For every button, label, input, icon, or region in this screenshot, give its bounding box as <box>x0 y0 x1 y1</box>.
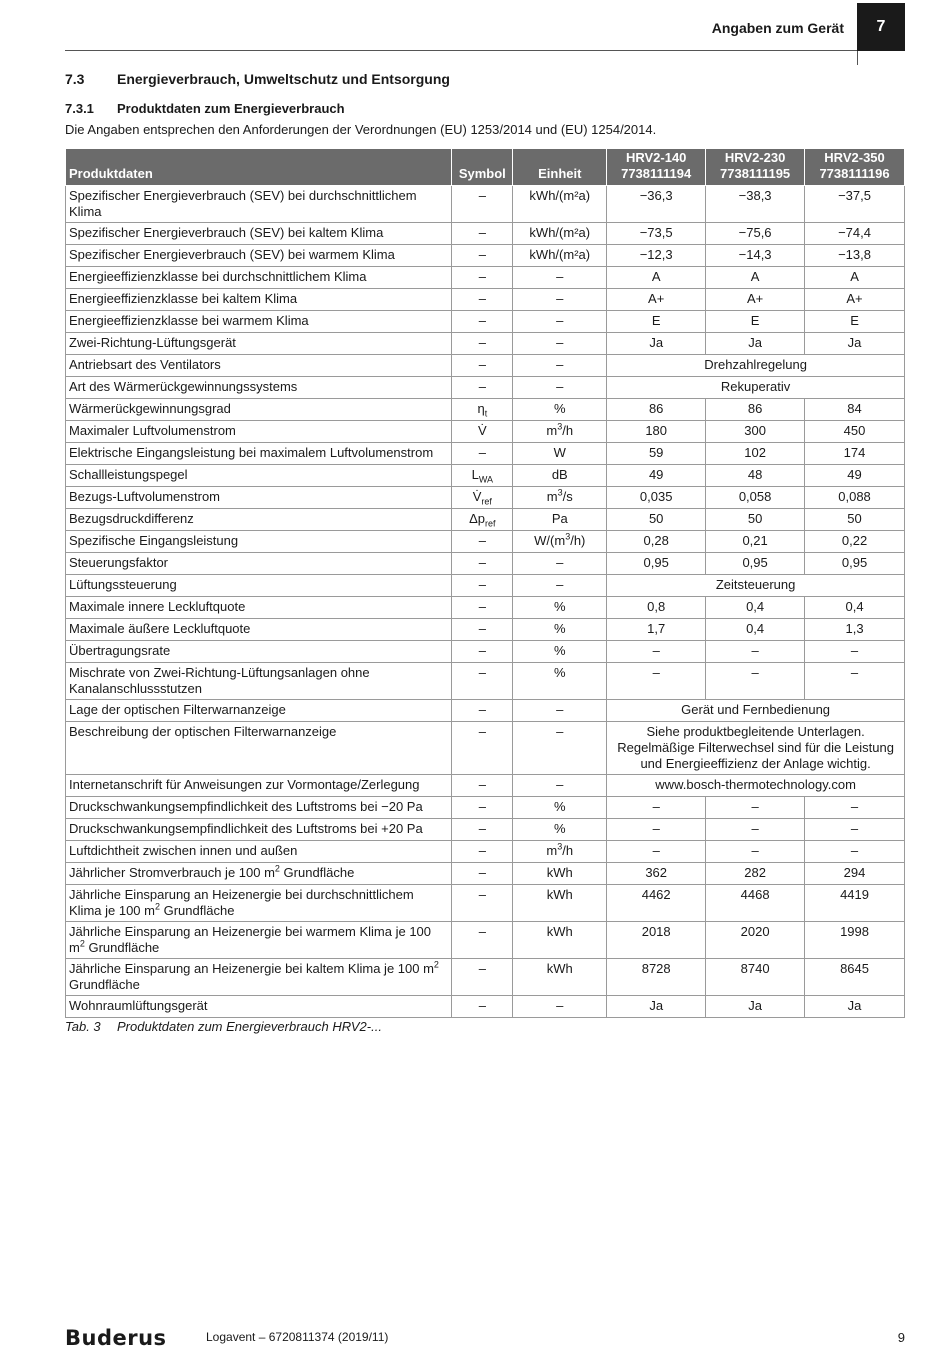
row-unit: kWh/(m²a) <box>513 245 607 267</box>
row-unit: kWh <box>513 959 607 996</box>
row-unit: % <box>513 819 607 841</box>
row-label: Druckschwankungsempfindlichkeit des Luftstroms bei −20 Pa <box>66 797 452 819</box>
row-unit-main: m <box>546 843 558 858</box>
subsection-heading <box>65 101 345 116</box>
row-symbol: – <box>452 641 513 663</box>
row-symbol-sub: ref <box>481 496 492 507</box>
row-value-model-3: 49 <box>805 465 905 487</box>
row-value-model-1: – <box>607 641 706 663</box>
model-name: HRV2-230 <box>724 150 786 165</box>
row-symbol: – <box>452 355 513 377</box>
row-label-sup: 2 <box>154 901 160 912</box>
row-label: Bezugs-Luftvolumenstrom <box>66 487 452 509</box>
row-label: Schallleistungspegel <box>66 465 452 487</box>
row-value-model-3: E <box>805 311 905 333</box>
row-label: Lage der optischen Filterwarnanzeige <box>66 700 452 722</box>
row-symbol: – <box>452 289 513 311</box>
row-label: Maximale äußere Leckluftquote <box>66 619 452 641</box>
row-value-model-1: 59 <box>607 443 706 465</box>
row-label: Elektrische Eingangsleistung bei maximalem Luftvolumenstrom <box>66 443 452 465</box>
row-symbol: – <box>452 722 513 775</box>
row-value-model-3: 294 <box>805 863 905 885</box>
row-symbol <box>452 399 513 421</box>
row-unit: – <box>513 996 607 1018</box>
row-symbol: – <box>452 186 513 223</box>
row-label-main: Jährlicher Stromverbrauch je 100 m <box>69 865 275 880</box>
row-unit: Pa <box>513 509 607 531</box>
row-value-model-2: 0,058 <box>706 487 805 509</box>
table-row <box>66 922 905 959</box>
table-row <box>66 487 905 509</box>
table-row <box>66 443 905 465</box>
row-label-main: Jährliche Einsparung an Heizenergie bei durchschnittlichem Klima je 100 m <box>69 887 414 918</box>
section-title: Energieverbrauch, Umweltschutz und Entsorgung <box>117 71 450 87</box>
row-symbol: – <box>452 311 513 333</box>
row-value-model-1: 0,035 <box>607 487 706 509</box>
table-row <box>66 186 905 223</box>
row-value-model-1: – <box>607 841 706 863</box>
row-unit-tail: /h <box>562 423 574 438</box>
row-symbol: – <box>452 597 513 619</box>
row-value-model-1: Ja <box>607 996 706 1018</box>
row-value-model-2: 0,4 <box>706 597 805 619</box>
table-row <box>66 885 905 922</box>
table-row <box>66 722 905 775</box>
table-row <box>66 863 905 885</box>
row-value-shared: www.bosch-thermotechnology.com <box>607 775 905 797</box>
row-value-model-1: 0,28 <box>607 531 706 553</box>
row-symbol: – <box>452 922 513 959</box>
row-label: Maximale innere Leckluftquote <box>66 597 452 619</box>
row-value-shared: Gerät und Fernbedienung <box>607 700 905 722</box>
row-label: Energieeffizienzklasse bei kaltem Klima <box>66 289 452 311</box>
row-symbol: – <box>452 267 513 289</box>
row-unit <box>513 487 607 509</box>
table-caption <box>65 1019 382 1034</box>
row-value-model-1: 8728 <box>607 959 706 996</box>
row-label-sup: 2 <box>79 938 85 949</box>
row-unit-main: m <box>546 489 558 504</box>
row-value-model-3: 1,3 <box>805 619 905 641</box>
row-unit-sup: 3 <box>565 531 571 542</box>
row-label: Antriebsart des Ventilators <box>66 355 452 377</box>
row-value-model-2: 4468 <box>706 885 805 922</box>
row-value-model-2: 0,21 <box>706 531 805 553</box>
row-value-model-1: Ja <box>607 333 706 355</box>
table-row <box>66 333 905 355</box>
table-row <box>66 841 905 863</box>
row-label-main: Jährliche Einsparung an Heizenergie bei kaltem Klima je 100 m <box>69 961 434 976</box>
row-unit-tail: /h) <box>570 533 586 548</box>
row-value-model-2: A <box>706 267 805 289</box>
row-value-model-2: A+ <box>706 289 805 311</box>
table-row <box>66 531 905 553</box>
table-row <box>66 797 905 819</box>
table-row <box>66 619 905 641</box>
row-value-model-3: −13,8 <box>805 245 905 267</box>
table-row <box>66 223 905 245</box>
row-symbol <box>452 487 513 509</box>
row-unit-sup: 3 <box>557 421 563 432</box>
table-row <box>66 509 905 531</box>
row-label: Druckschwankungsempfindlichkeit des Luftstroms bei +20 Pa <box>66 819 452 841</box>
row-value-model-3: Ja <box>805 333 905 355</box>
table-row <box>66 996 905 1018</box>
row-value-model-1: 86 <box>607 399 706 421</box>
row-value-model-3: – <box>805 663 905 700</box>
row-value-model-3: 0,95 <box>805 553 905 575</box>
row-value-shared: Rekuperativ <box>607 377 905 399</box>
row-value-model-2: −75,6 <box>706 223 805 245</box>
row-symbol: – <box>452 245 513 267</box>
row-unit: – <box>513 700 607 722</box>
row-symbol: – <box>452 553 513 575</box>
table-row <box>66 399 905 421</box>
row-unit <box>513 531 607 553</box>
row-value-model-1: 362 <box>607 863 706 885</box>
row-label: Spezifischer Energieverbrauch (SEV) bei kaltem Klima <box>66 223 452 245</box>
row-unit-main: m <box>546 423 558 438</box>
row-symbol: – <box>452 223 513 245</box>
row-label <box>66 885 452 922</box>
row-label-tail: Grundfläche <box>160 903 235 918</box>
row-unit: % <box>513 597 607 619</box>
row-label: Spezifische Eingangsleistung <box>66 531 452 553</box>
row-label: Mischrate von Zwei-Richtung-Lüftungsanlagen ohne Kanalanschlussstutzen <box>66 663 452 700</box>
row-unit: – <box>513 377 607 399</box>
row-value-model-1: 4462 <box>607 885 706 922</box>
row-value-model-3: – <box>805 841 905 863</box>
row-value-model-1: A <box>607 267 706 289</box>
row-unit: % <box>513 797 607 819</box>
row-unit: – <box>513 355 607 377</box>
row-value-model-1: 50 <box>607 509 706 531</box>
subsection-title: Produktdaten zum Energieverbrauch <box>117 101 345 116</box>
row-unit: dB <box>513 465 607 487</box>
row-value-model-2: – <box>706 819 805 841</box>
row-label: Bezugsdruckdifferenz <box>66 509 452 531</box>
row-value-model-2: −38,3 <box>706 186 805 223</box>
row-value-model-3: 0,4 <box>805 597 905 619</box>
caption-text: Produktdaten zum Energieverbrauch HRV2-... <box>117 1019 382 1034</box>
row-value-model-3: A <box>805 267 905 289</box>
row-value-model-1: 1,7 <box>607 619 706 641</box>
row-unit: – <box>513 553 607 575</box>
row-value-model-2: −14,3 <box>706 245 805 267</box>
row-symbol: – <box>452 531 513 553</box>
row-unit: % <box>513 619 607 641</box>
model-number: 7738111194 <box>621 166 692 181</box>
row-label: Luftdichtheit zwischen innen und außen <box>66 841 452 863</box>
row-unit: kWh <box>513 885 607 922</box>
col-header-model-2 <box>706 149 805 186</box>
row-symbol: – <box>452 959 513 996</box>
row-symbol: – <box>452 841 513 863</box>
row-symbol: – <box>452 443 513 465</box>
table-row <box>66 465 905 487</box>
row-unit-sup: 3 <box>557 487 563 498</box>
row-value-model-3: −37,5 <box>805 186 905 223</box>
row-label: Zwei-Richtung-Lüftungsgerät <box>66 333 452 355</box>
row-value-model-1: – <box>607 797 706 819</box>
row-value-model-2: – <box>706 663 805 700</box>
row-label: Steuerungsfaktor <box>66 553 452 575</box>
table-row <box>66 245 905 267</box>
model-name: HRV2-350 <box>824 150 885 165</box>
row-symbol-sub: ref <box>485 518 496 529</box>
row-unit: kWh/(m²a) <box>513 186 607 223</box>
row-unit <box>513 421 607 443</box>
row-value-model-2: 50 <box>706 509 805 531</box>
chapter-number: 7 <box>857 3 905 51</box>
row-unit: % <box>513 641 607 663</box>
table-row <box>66 267 905 289</box>
row-value-shared: Siehe produktbegleitende Unterlagen. Regelmäßige Filterwechsel sind für die Leistung und Energieeffizienz der Anlage wichtig. <box>607 722 905 775</box>
row-unit: – <box>513 775 607 797</box>
page-number: 9 <box>897 1330 905 1345</box>
row-symbol: – <box>452 619 513 641</box>
document-reference: Logavent – 6720811374 (2019/11) <box>206 1330 389 1344</box>
row-value-model-3: – <box>805 641 905 663</box>
row-value-model-3: 0,22 <box>805 531 905 553</box>
row-value-model-1: 0,8 <box>607 597 706 619</box>
table-row <box>66 575 905 597</box>
row-label: Wärmerückgewinnungsgrad <box>66 399 452 421</box>
row-symbol: – <box>452 700 513 722</box>
row-value-model-2: Ja <box>706 996 805 1018</box>
row-unit: % <box>513 663 607 700</box>
row-unit: – <box>513 575 607 597</box>
row-value-model-1: – <box>607 663 706 700</box>
row-label: Beschreibung der optischen Filterwarnanzeige <box>66 722 452 775</box>
header-rule-tick <box>857 51 858 65</box>
row-unit-main: W/(m <box>534 533 566 548</box>
row-label <box>66 922 452 959</box>
row-label: Wohnraumlüftungsgerät <box>66 996 452 1018</box>
row-symbol: – <box>452 333 513 355</box>
row-value-model-3: 450 <box>805 421 905 443</box>
row-unit: kWh/(m²a) <box>513 223 607 245</box>
section-number: 7.3 <box>65 71 85 87</box>
row-label: Spezifischer Energieverbrauch (SEV) bei durchschnittlichem Klima <box>66 186 452 223</box>
row-value-model-1: −73,5 <box>607 223 706 245</box>
table-row <box>66 597 905 619</box>
row-symbol-sub: WA <box>478 474 494 485</box>
row-label-tail: Grundfläche <box>279 865 355 880</box>
row-symbol-sub: t <box>484 408 488 419</box>
col-header-unit: Einheit <box>513 149 607 186</box>
row-value-model-3: 0,088 <box>805 487 905 509</box>
row-value-model-1: −12,3 <box>607 245 706 267</box>
row-label: Energieeffizienzklasse bei warmem Klima <box>66 311 452 333</box>
product-data-table <box>65 148 905 1018</box>
row-value-shared: Zeitsteuerung <box>607 575 905 597</box>
row-value-model-2: 48 <box>706 465 805 487</box>
table-row <box>66 819 905 841</box>
row-symbol: – <box>452 775 513 797</box>
row-unit: – <box>513 289 607 311</box>
row-value-model-2: – <box>706 841 805 863</box>
table-row <box>66 959 905 996</box>
row-label-tail: Grundfläche <box>84 940 160 955</box>
row-value-shared: Drehzahlregelung <box>607 355 905 377</box>
row-value-model-3: 50 <box>805 509 905 531</box>
row-label: Internetanschrift für Anweisungen zur Vormontage/Zerlegung <box>66 775 452 797</box>
row-value-model-3: A+ <box>805 289 905 311</box>
row-value-model-2: Ja <box>706 333 805 355</box>
row-unit: % <box>513 399 607 421</box>
row-value-model-3: – <box>805 797 905 819</box>
row-value-model-2: – <box>706 641 805 663</box>
row-unit-sup: 3 <box>557 841 563 852</box>
row-label-tail: Grundfläche <box>69 977 140 992</box>
row-value-model-2: 0,95 <box>706 553 805 575</box>
row-unit: W <box>513 443 607 465</box>
table-row <box>66 421 905 443</box>
row-label: Spezifischer Energieverbrauch (SEV) bei warmem Klima <box>66 245 452 267</box>
row-symbol-main: η <box>477 401 485 416</box>
row-value-model-3: – <box>805 819 905 841</box>
row-value-model-3: 4419 <box>805 885 905 922</box>
row-value-model-2: 0,4 <box>706 619 805 641</box>
row-symbol-main: Δp <box>469 511 486 526</box>
row-value-model-2: 282 <box>706 863 805 885</box>
row-value-model-1: A+ <box>607 289 706 311</box>
row-value-model-3: 8645 <box>805 959 905 996</box>
table-header-row <box>66 149 905 186</box>
row-value-model-3: 84 <box>805 399 905 421</box>
row-label: Energieeffizienzklasse bei durchschnittlichem Klima <box>66 267 452 289</box>
row-symbol-main: L <box>471 467 479 482</box>
row-value-model-1: 49 <box>607 465 706 487</box>
row-symbol: – <box>452 797 513 819</box>
row-value-model-2: – <box>706 797 805 819</box>
row-label-main: Jährliche Einsparung an Heizenergie bei warmem Klima je 100 m <box>69 924 432 955</box>
model-number: 7738111195 <box>720 166 791 181</box>
table-body <box>66 186 905 1018</box>
row-value-model-2: 102 <box>706 443 805 465</box>
row-unit-tail: /h <box>562 843 574 858</box>
row-value-model-2: 300 <box>706 421 805 443</box>
row-symbol: – <box>452 377 513 399</box>
table-row <box>66 775 905 797</box>
row-symbol: – <box>452 885 513 922</box>
table-row <box>66 663 905 700</box>
subsection-number: 7.3.1 <box>65 101 94 116</box>
row-label <box>66 863 452 885</box>
row-label: Art des Wärmerückgewinnungssystems <box>66 377 452 399</box>
row-value-model-3: Ja <box>805 996 905 1018</box>
row-value-model-3: 1998 <box>805 922 905 959</box>
table-row <box>66 377 905 399</box>
row-symbol: V̇ <box>452 421 513 443</box>
row-unit: – <box>513 722 607 775</box>
model-name: HRV2-140 <box>625 150 687 165</box>
row-symbol: – <box>452 863 513 885</box>
row-value-model-1: −36,3 <box>607 186 706 223</box>
row-value-model-1: – <box>607 819 706 841</box>
table-row <box>66 700 905 722</box>
row-value-model-1: 0,95 <box>607 553 706 575</box>
row-label-sup: 2 <box>433 959 439 970</box>
row-label: Lüftungssteuerung <box>66 575 452 597</box>
row-symbol <box>452 509 513 531</box>
row-unit-tail: /s <box>562 489 573 504</box>
row-value-model-1: 180 <box>607 421 706 443</box>
row-unit: kWh <box>513 922 607 959</box>
row-symbol <box>452 465 513 487</box>
row-unit: – <box>513 267 607 289</box>
row-value-model-3: −74,4 <box>805 223 905 245</box>
row-symbol: – <box>452 663 513 700</box>
row-value-model-3: 174 <box>805 443 905 465</box>
row-label: Übertragungsrate <box>66 641 452 663</box>
row-label <box>66 959 452 996</box>
row-unit: kWh <box>513 863 607 885</box>
row-value-model-2: 2020 <box>706 922 805 959</box>
table-row <box>66 289 905 311</box>
caption-label: Tab. 3 <box>65 1019 101 1034</box>
col-header-model-1 <box>607 149 706 186</box>
row-label: Maximaler Luftvolumenstrom <box>66 421 452 443</box>
row-value-model-2: 86 <box>706 399 805 421</box>
section-heading <box>65 71 450 87</box>
row-label-sup: 2 <box>274 863 280 874</box>
col-header-symbol: Symbol <box>452 149 513 186</box>
row-symbol: – <box>452 996 513 1018</box>
intro-text: Die Angaben entsprechen den Anforderungen der Verordnungen (EU) 1253/2014 und (EU) 1254/2014. <box>65 122 657 137</box>
row-value-model-2: E <box>706 311 805 333</box>
model-number: 7738111196 <box>819 166 890 181</box>
table-row <box>66 641 905 663</box>
table-row <box>66 355 905 377</box>
row-unit: – <box>513 311 607 333</box>
table-row <box>66 553 905 575</box>
row-unit: – <box>513 333 607 355</box>
row-unit <box>513 841 607 863</box>
table-row <box>66 311 905 333</box>
col-header-model-3 <box>805 149 905 186</box>
header-rule <box>65 50 857 51</box>
row-value-model-1: E <box>607 311 706 333</box>
row-symbol-main: V̇ <box>472 489 482 504</box>
row-symbol: – <box>452 575 513 597</box>
col-header-data: Produktdaten <box>66 149 452 186</box>
row-symbol: – <box>452 819 513 841</box>
row-value-model-1: 2018 <box>607 922 706 959</box>
row-value-model-2: 8740 <box>706 959 805 996</box>
header-title: Angaben zum Gerät <box>711 20 844 36</box>
brand-logo: Buderus <box>65 1326 167 1350</box>
